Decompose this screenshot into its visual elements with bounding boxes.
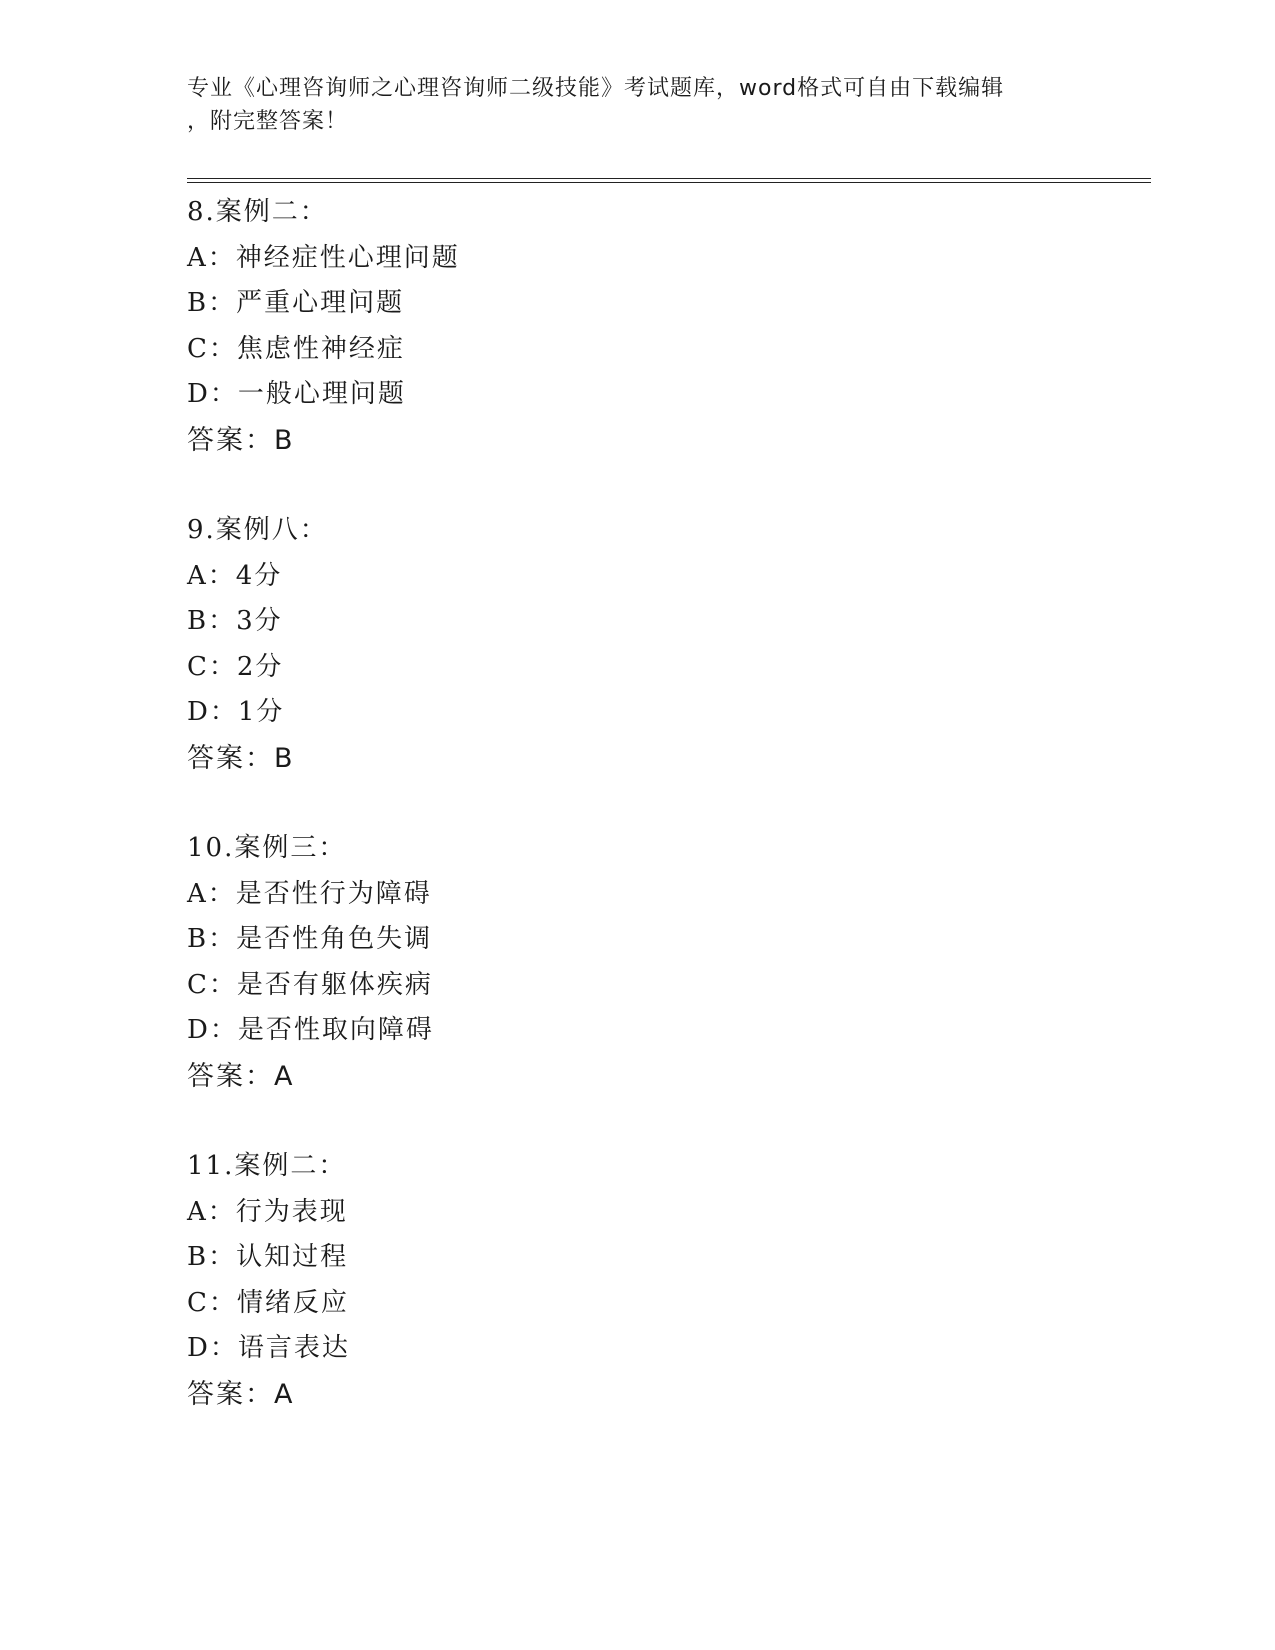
option-c: C：焦虑性神经症 bbox=[187, 333, 405, 364]
option-a: A：是否性行为障碍 bbox=[187, 878, 432, 909]
question-10 bbox=[187, 826, 1087, 1099]
header-line-1: 专业《心理咨询师之心理咨询师二级技能》考试题库，word格式可自由下载编辑 bbox=[187, 76, 1005, 101]
header-divider bbox=[187, 178, 1151, 183]
option-c: C：情绪反应 bbox=[187, 1287, 349, 1318]
question-9 bbox=[187, 508, 1087, 781]
question-8 bbox=[187, 190, 1087, 463]
option-a: A：4分 bbox=[187, 560, 283, 591]
option-d: D：语言表达 bbox=[187, 1333, 350, 1363]
question-title: 11.案例二： bbox=[187, 1151, 347, 1181]
header-line-2: ，附完整答案！ bbox=[187, 109, 349, 134]
answer-line: 答案：B bbox=[187, 742, 295, 774]
question-list bbox=[187, 190, 1087, 1462]
option-a: A：行为表现 bbox=[187, 1196, 348, 1227]
answer-line: 答案：A bbox=[187, 1060, 295, 1092]
option-d: D：一般心理问题 bbox=[187, 379, 406, 409]
answer-line: 答案：A bbox=[187, 1378, 295, 1410]
option-b: B：严重心理问题 bbox=[187, 288, 405, 318]
option-d: D：是否性取向障碍 bbox=[187, 1015, 434, 1045]
answer-line: 答案：B bbox=[187, 424, 295, 456]
option-d: D：1分 bbox=[187, 697, 285, 727]
option-b: B：3分 bbox=[187, 606, 283, 636]
question-title: 10.案例三： bbox=[187, 833, 347, 863]
question-title: 8.案例二： bbox=[187, 197, 328, 227]
option-c: C：是否有躯体疾病 bbox=[187, 969, 433, 1000]
question-title: 9.案例八： bbox=[187, 515, 328, 545]
option-b: B：认知过程 bbox=[187, 1242, 349, 1272]
document-header bbox=[187, 72, 1067, 138]
question-11 bbox=[187, 1144, 1087, 1417]
option-a: A：神经症性心理问题 bbox=[187, 242, 460, 273]
option-c: C：2分 bbox=[187, 651, 284, 682]
option-b: B：是否性角色失调 bbox=[187, 924, 433, 954]
